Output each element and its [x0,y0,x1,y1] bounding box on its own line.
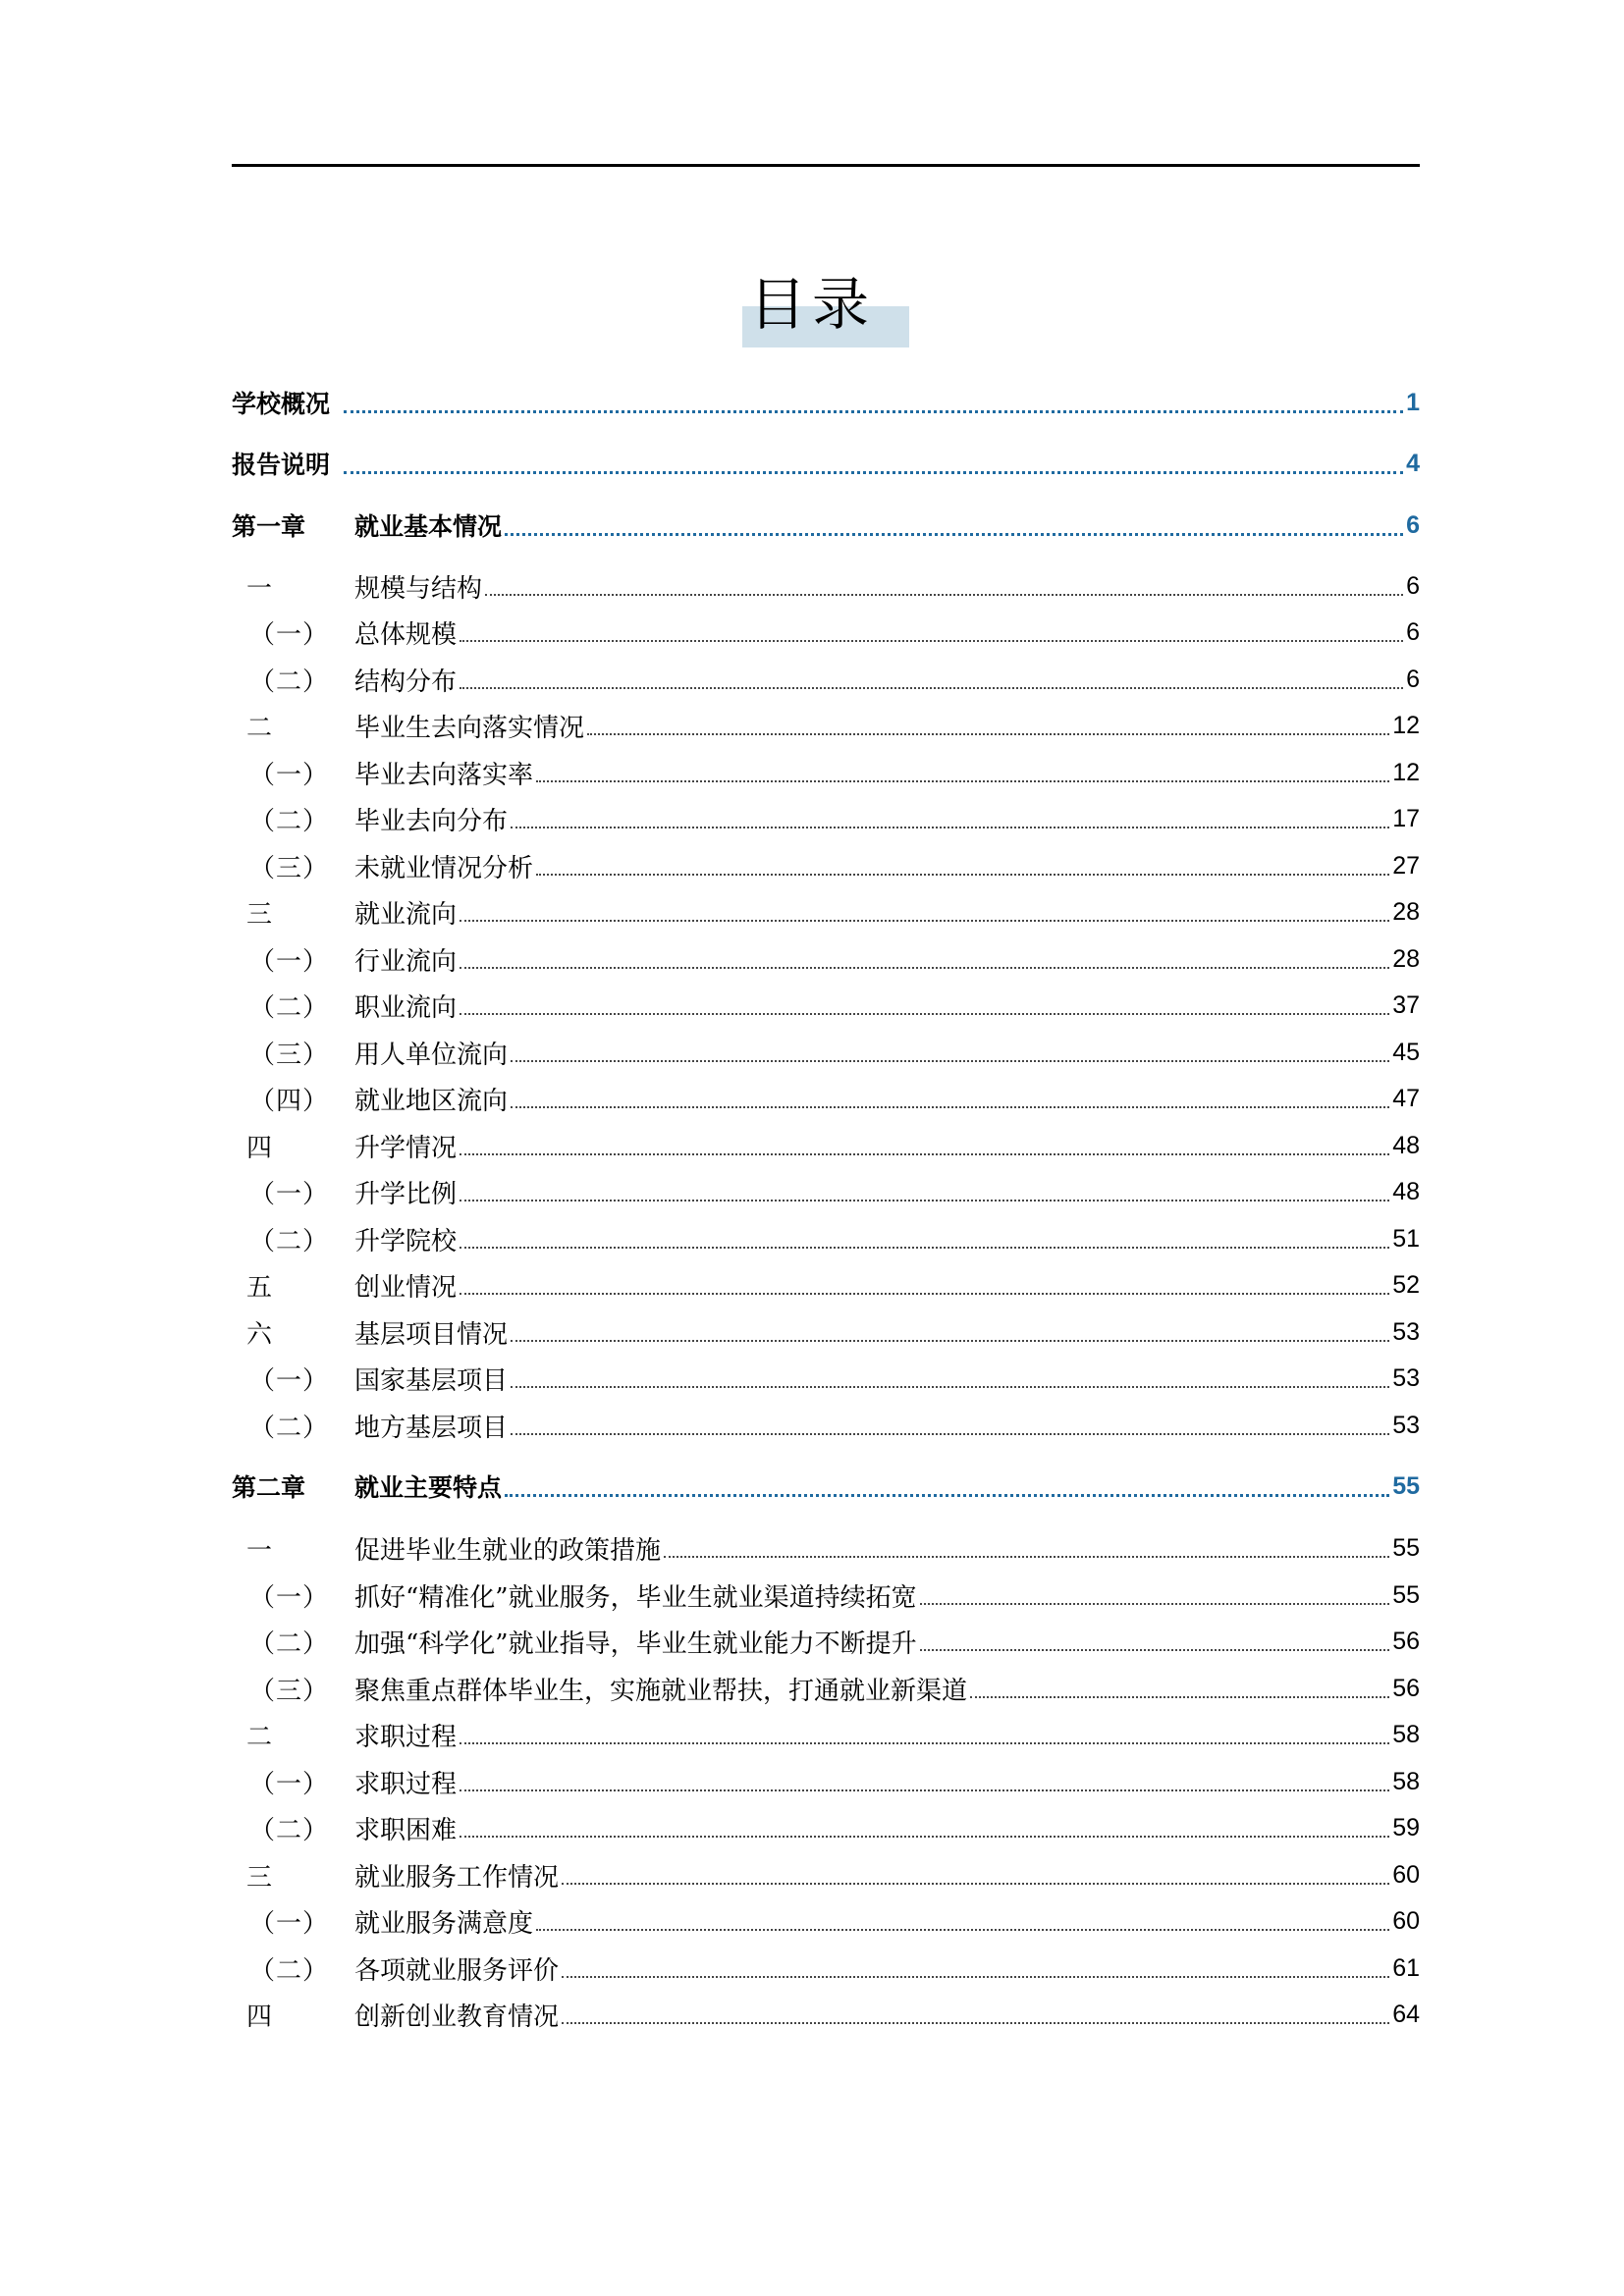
toc-entry-page: 58 [1392,1720,1420,1748]
toc-dot-leader [511,1060,1389,1062]
toc-entry-number: 四 [246,1133,273,1163]
toc-entry-page: 58 [1392,1767,1420,1795]
toc-entry-title: 地方基层项目 [354,1413,509,1443]
toc-entry-number: （二） [249,1413,330,1443]
toc-entry-number: 第二章 [232,1473,306,1502]
toc-entry-page: 6 [1406,665,1420,693]
toc-entry[interactable] [232,1467,1420,1506]
toc-entry-number: （二） [249,667,330,697]
toc-entry-page: 56 [1392,1627,1420,1655]
toc-dot-leader [460,1153,1389,1155]
title-block [0,263,1624,346]
toc-entry-page: 4 [1406,449,1420,477]
toc-dot-leader [344,471,1403,474]
toc-entry-number: （二） [249,1955,330,1986]
toc-dot-leader [587,733,1389,735]
toc-entry-page: 55 [1392,1580,1420,1609]
toc-dot-leader [562,1976,1389,1978]
toc-entry-page: 48 [1392,1131,1420,1159]
toc-entry-title: 就业流向 [354,899,458,930]
toc-entry-number: （一） [249,1908,330,1939]
toc-entry-title: 结构分布 [354,667,458,697]
toc-entry-page: 55 [1392,1533,1420,1562]
toc-entry-page: 53 [1392,1317,1420,1346]
toc-entry[interactable] [232,383,1420,422]
header-rule [232,164,1420,167]
toc-dot-leader [460,920,1389,922]
toc-dot-leader [511,1433,1389,1435]
toc-entry[interactable] [232,1995,1420,2034]
toc-dot-leader [511,827,1389,828]
toc-entry-page: 27 [1392,851,1420,880]
toc-entry-number: （二） [249,992,330,1023]
toc-entry[interactable] [232,1762,1420,1801]
toc-entry-title: 未就业情况分析 [354,853,534,883]
toc-entry-page: 61 [1392,1953,1420,1982]
toc-entry-title: 升学情况 [354,1133,458,1163]
toc-entry-title: 职业流向 [354,992,458,1023]
toc-entry-page: 6 [1406,510,1420,539]
toc-entry-page: 56 [1392,1674,1420,1702]
toc-entry[interactable] [232,846,1420,885]
toc-dot-leader [536,1929,1389,1931]
toc-dot-leader [511,1106,1389,1108]
toc-entry-number: 第一章 [232,512,306,541]
toc-entry[interactable] [232,1219,1420,1258]
toc-entry-title: 毕业生去向落实情况 [354,713,585,743]
toc-entry-title: 基层项目情况 [354,1319,509,1350]
toc-entry[interactable] [232,799,1420,838]
toc-entry[interactable] [232,1949,1420,1988]
toc-entry-title: 聚焦重点群体毕业生，实施就业帮扶，打通就业新渠道 [354,1676,968,1706]
toc-entry-number: （一） [249,760,330,790]
toc-entry[interactable] [232,506,1420,545]
toc-entry-title: 行业流向 [354,946,458,977]
toc-dot-leader [460,1789,1389,1791]
toc-entry[interactable] [232,613,1420,652]
toc-entry-title: 促进毕业生就业的政策措施 [354,1535,662,1566]
toc-entry-title: 用人单位流向 [354,1040,509,1070]
toc-dot-leader [562,2022,1389,2024]
toc-entry-number: （二） [249,1815,330,1845]
toc-entry[interactable] [232,1033,1420,1072]
toc-entry-number: （一） [249,1769,330,1799]
toc-entry-title: 求职过程 [354,1769,458,1799]
toc-entry-page: 51 [1392,1224,1420,1253]
toc-dot-leader [511,1340,1389,1342]
toc-entry-page: 53 [1392,1411,1420,1439]
toc-entry[interactable] [232,660,1420,699]
toc-dot-leader [664,1556,1389,1558]
toc-dot-leader [460,1836,1389,1838]
toc-entry-page: 48 [1392,1177,1420,1205]
toc-entry-number: 二 [246,1722,273,1752]
toc-entry-number: 一 [246,573,273,604]
toc-entry-page: 52 [1392,1270,1420,1299]
toc-entry-page: 6 [1406,571,1420,600]
toc-entry-title: 求职过程 [354,1722,458,1752]
toc-dot-leader [920,1649,1390,1651]
toc-entry-title: 国家基层项目 [354,1365,509,1396]
toc-entry-page: 53 [1392,1363,1420,1392]
toc-dot-leader [460,1013,1389,1015]
toc-entry-page: 60 [1392,1860,1420,1889]
toc-entry[interactable] [232,706,1420,745]
toc-entry-page: 55 [1392,1471,1420,1500]
page-title: 目录 [748,271,875,338]
toc-entry-number: （三） [249,853,330,883]
toc-dot-leader [536,874,1389,876]
toc-entry-page: 45 [1392,1038,1420,1066]
toc-entry-page: 47 [1392,1084,1420,1112]
toc-entry-title: 就业服务工作情况 [354,1862,560,1893]
toc-entry[interactable] [232,566,1420,606]
toc-dot-leader [505,1494,1389,1497]
toc-entry[interactable] [232,1126,1420,1165]
toc-entry[interactable] [232,1359,1420,1398]
toc-entry-title: 就业服务满意度 [354,1908,534,1939]
toc-entry-title: 创新创业教育情况 [354,2002,560,2032]
toc-entry[interactable] [232,1622,1420,1661]
toc-entry-number: （一） [249,1365,330,1396]
toc-entry-number: （四） [249,1086,330,1116]
toc-dot-leader [460,640,1403,642]
toc-entry-title: 就业主要特点 [354,1473,503,1502]
toc-entry-page: 12 [1392,711,1420,739]
toc-entry-title: 学校概况 [232,390,331,418]
toc-entry-number: 二 [246,713,273,743]
toc-entry-title: 求职困难 [354,1815,458,1845]
toc-entry-page: 6 [1406,617,1420,646]
toc-entry-page: 28 [1392,897,1420,926]
toc-entry-title: 创业情况 [354,1272,458,1303]
toc-dot-leader [562,1883,1389,1885]
toc-entry[interactable] [232,1528,1420,1568]
toc-entry-page: 1 [1406,388,1420,416]
toc-entry-title: 就业地区流向 [354,1086,509,1116]
toc-entry-number: 三 [246,899,273,930]
toc-dot-leader [485,594,1403,596]
toc-entry[interactable] [232,939,1420,979]
toc-entry-number: （二） [249,1226,330,1256]
toc-entry-number: （一） [249,1179,330,1209]
toc-entry-number: 五 [246,1272,273,1303]
toc-entry-page: 60 [1392,1906,1420,1935]
toc-entry-number: （一） [249,1582,330,1613]
toc-dot-leader [460,687,1403,689]
toc-entry-page: 17 [1392,804,1420,832]
toc-entry-title: 各项就业服务评价 [354,1955,560,1986]
toc-entry-title: 升学院校 [354,1226,458,1256]
toc-entry[interactable] [232,892,1420,932]
toc-entry-page: 64 [1392,2000,1420,2028]
toc-entry[interactable] [232,1808,1420,1847]
toc-dot-leader [344,410,1403,413]
toc-dot-leader [460,1293,1389,1295]
toc-entry-page: 37 [1392,990,1420,1019]
toc-entry[interactable] [232,1265,1420,1305]
toc-entry-title: 毕业去向落实率 [354,760,534,790]
toc-entry-number: 一 [246,1535,273,1566]
toc-dot-leader [460,1247,1389,1249]
toc-entry-number: （二） [249,1629,330,1659]
toc-entry-page: 12 [1392,758,1420,786]
toc-entry-title: 总体规模 [354,619,458,650]
toc-entry[interactable] [232,1312,1420,1352]
toc-dot-leader [460,967,1389,969]
toc-entry-number: （三） [249,1676,330,1706]
toc-entry-title: 规模与结构 [354,573,483,604]
toc-entry[interactable] [232,1575,1420,1615]
toc-entry-page: 28 [1392,944,1420,973]
toc-entry-number: （二） [249,806,330,836]
toc-entry-title: 就业基本情况 [354,512,503,541]
toc-entry[interactable] [232,1172,1420,1211]
toc-entry[interactable] [232,1715,1420,1754]
toc-entry[interactable] [232,1855,1420,1895]
toc-entry-page: 59 [1392,1813,1420,1842]
toc-entry[interactable] [232,986,1420,1025]
toc-dot-leader [460,1742,1389,1744]
toc-entry-title: 毕业去向分布 [354,806,509,836]
toc-entry[interactable] [232,1079,1420,1118]
toc-entry[interactable] [232,1406,1420,1445]
toc-dot-leader [505,533,1403,536]
toc-entry-title: 报告说明 [232,451,331,479]
toc-entry-number: （三） [249,1040,330,1070]
toc-entry-number: 四 [246,2002,273,2032]
toc-entry-title: 加强“科学化”就业指导，毕业生就业能力不断提升 [354,1629,917,1659]
toc-entry[interactable] [232,1901,1420,1941]
toc-entry-title: 升学比例 [354,1179,458,1209]
toc-dot-leader [920,1603,1390,1605]
toc-entry-number: 六 [246,1319,273,1350]
toc-entry-number: 三 [246,1862,273,1893]
toc-dot-leader [511,1386,1389,1388]
toc-dot-leader [460,1200,1389,1201]
toc-dot-leader [970,1696,1389,1698]
toc-entry[interactable] [232,444,1420,483]
toc-entry-title: 抓好“精准化”就业服务，毕业生就业渠道持续拓宽 [354,1582,917,1613]
toc-entry-number: （一） [249,619,330,650]
toc-entry[interactable] [232,753,1420,792]
toc-entry-number: （一） [249,946,330,977]
toc-entry[interactable] [232,1669,1420,1708]
toc-dot-leader [536,780,1389,782]
